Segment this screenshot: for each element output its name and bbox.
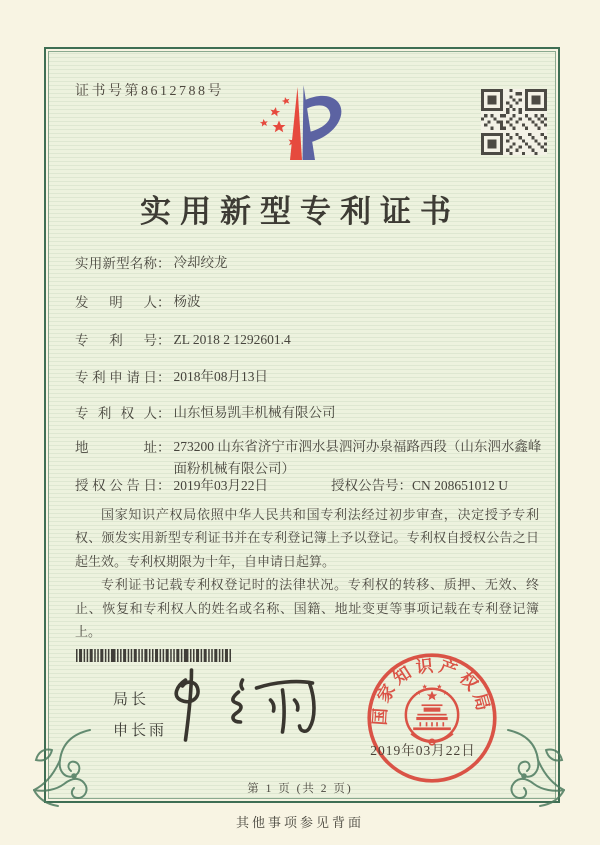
grant-date-value: 2019年03月22日 — [173, 478, 268, 493]
seal-text: 国家知识产权局 — [370, 656, 494, 726]
field-colon: ： — [157, 440, 171, 455]
director-name: 申长雨 — [113, 721, 168, 739]
page-number: 第 1 页 (共 2 页) — [247, 783, 353, 795]
field-value: 2018年08月13日 — [173, 369, 268, 384]
certificate-body-text — [75, 503, 539, 643]
field-value: 杨波 — [173, 294, 201, 309]
field-row-patent-number — [75, 329, 291, 351]
qr-code-icon — [481, 89, 547, 155]
logo-red-wedge — [290, 87, 302, 160]
field-value: ZL 2018 2 1292601.4 — [173, 332, 291, 347]
national-emblem — [406, 684, 458, 745]
field-label: 专利权人 — [75, 406, 157, 421]
field-colon: ： — [157, 478, 171, 493]
grant-number-pair — [331, 474, 508, 494]
national-emblem-seal — [364, 650, 500, 786]
field-colon: ： — [157, 295, 171, 310]
field-label: 发明人 — [75, 295, 157, 310]
corner-flourish-icon — [500, 726, 570, 811]
field-colon: ： — [398, 478, 412, 493]
director-title: 局长 — [113, 691, 150, 708]
field-label: 专利号 — [75, 333, 157, 348]
certificate-title: 实用新型专利证书 — [140, 194, 460, 229]
logo-blue-wedge — [303, 85, 316, 160]
field-value: 山东恒易凯丰机械有限公司 — [173, 405, 336, 420]
field-row-patentee — [75, 402, 336, 424]
barcode-icon — [76, 649, 231, 662]
grant-date-label: 授权公告日 — [75, 478, 157, 493]
seal-date: 2019年03月22日 — [370, 743, 476, 758]
corner-flourish-icon — [28, 726, 98, 811]
field-row-name — [75, 252, 228, 274]
grant-number-label: 授权公告号 — [331, 478, 399, 493]
back-side-note: 其他事项参见背面 — [235, 815, 364, 830]
cnipa-logo — [252, 60, 352, 175]
field-label: 地址 — [75, 440, 157, 455]
grant-row — [75, 474, 541, 494]
field-row-filing-date — [75, 366, 268, 388]
field-label: 实用新型名称 — [75, 256, 157, 271]
body-paragraph-2: 专利证书记载专利权登记时的法律状况。专利权的转移、质押、无效、终止、恢复和专利权人的姓名或名称、国籍、地址变更等事项记载在专利登记簿上。 — [75, 577, 539, 639]
field-colon: ： — [157, 333, 171, 348]
field-label: 专利申请日 — [75, 370, 157, 385]
field-colon: ： — [157, 406, 171, 421]
grant-number-value: CN 208651012 U — [412, 478, 509, 493]
field-row-inventor — [75, 291, 201, 313]
field-value: 273200 山东省济宁市泗水县泗河办泉福路西段（山东泗水鑫峰面粉机械有限公司） — [173, 439, 542, 476]
field-colon: ： — [157, 370, 171, 385]
body-paragraph-1: 国家知识产权局依照中华人民共和国专利法经过初步审查，决定授予专利权、颁发实用新型专利证书并在专利登记簿上予以登记。专利权自授权公告之日起生效。专利权期限为十年，自申请日起算。 — [75, 507, 539, 569]
certificate-number: 证书号第8612788号 — [75, 84, 224, 99]
logo-p-bowl — [305, 96, 341, 143]
director-signature — [150, 666, 325, 746]
field-colon: ： — [157, 256, 171, 271]
field-value: 冷却绞龙 — [173, 255, 228, 270]
